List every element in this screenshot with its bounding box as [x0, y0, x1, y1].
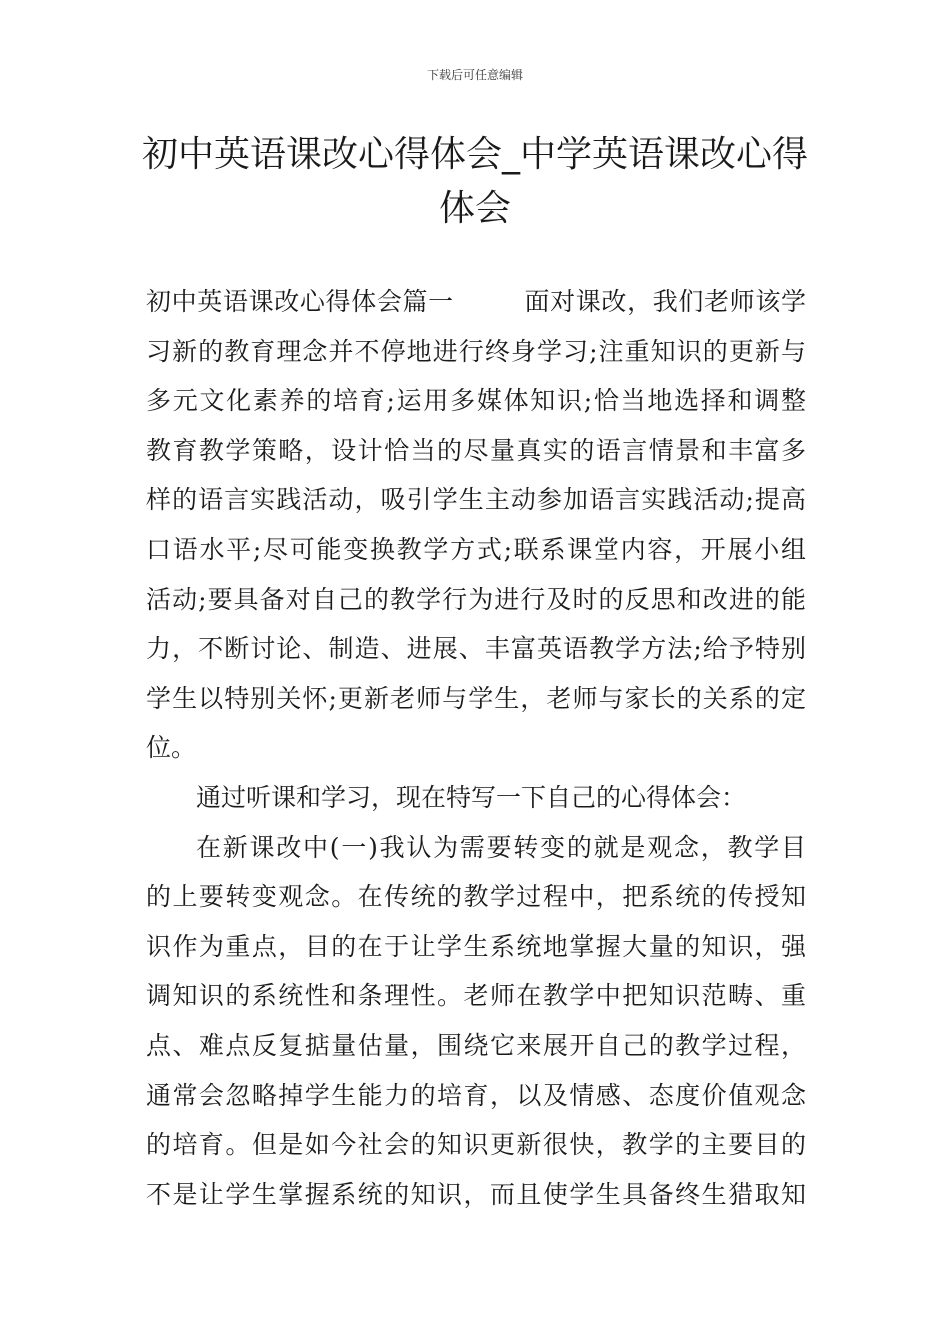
paragraph-3-line: 不是让学生掌握系统的知识，而且使学生具备终生猎取知	[146, 1180, 806, 1209]
paragraph-1-line-1	[146, 286, 806, 318]
paragraph-3-line: 识作为重点，目的在于让学生系统地掌握大量的知识，强	[146, 932, 806, 961]
title-line-1: 初中英语课改心得体会_中学英语课改心得	[141, 134, 808, 175]
paragraph-1-line: 活动;要具备对自己的教学行为进行及时的反思和改进的能	[146, 585, 806, 614]
paragraph-3-line: 的培育。但是如今社会的知识更新很快，教学的主要目的	[146, 1130, 806, 1159]
paragraph-1-line: 教育教学策略，设计恰当的尽量真实的语言情景和丰富多	[146, 436, 806, 465]
paragraph-1-line: 样的语言实践活动，吸引学生主动参加语言实践活动;提高	[146, 485, 806, 514]
paragraph-3-line: 调知识的系统性和条理性。老师在教学中把知识范畴、重	[146, 981, 806, 1010]
paragraph-3-line: 的上要转变观念。在传统的教学过程中，把系统的传授知	[146, 882, 806, 911]
title-line-2: 体会	[438, 188, 511, 229]
paragraph-1-line: 力，不断讨论、制造、进展、丰富英语教学方法;给予特别	[146, 634, 806, 663]
paragraph-1-line: 位。	[146, 733, 197, 762]
paragraph-2: 通过听课和学习，现在特写一下自己的心得体会：	[196, 783, 747, 812]
paragraph-3-line: 点、难点反复掂量估量，围绕它来展开自己的教学过程，	[146, 1031, 806, 1060]
paragraph-1-lead-rest: 面对课改，我们老师该学	[523, 287, 806, 316]
header-note: 下载后可任意编辑	[426, 68, 523, 82]
paragraph-3-line: 通常会忽略掉学生能力的培育，以及情感、态度价值观念	[146, 1081, 806, 1110]
document-title	[125, 128, 825, 236]
paragraph-1-lead: 初中英语课改心得体会篇一	[146, 287, 454, 316]
paragraph-1-line: 多元文化素养的培育;运用多媒体知识;恰当地选择和调整	[146, 386, 806, 415]
paragraph-1-line: 学生以特别关怀;更新老师与学生，老师与家长的关系的定	[146, 684, 806, 713]
paragraph-3-line: 在新课改中(一)我认为需要转变的就是观念，教学目	[196, 833, 806, 862]
paragraph-1-line: 习新的教育理念并不停地进行终身学习;注重知识的更新与	[146, 337, 806, 366]
paragraph-1-line: 口语水平;尽可能变换教学方式;联系课堂内容，开展小组	[146, 535, 806, 564]
